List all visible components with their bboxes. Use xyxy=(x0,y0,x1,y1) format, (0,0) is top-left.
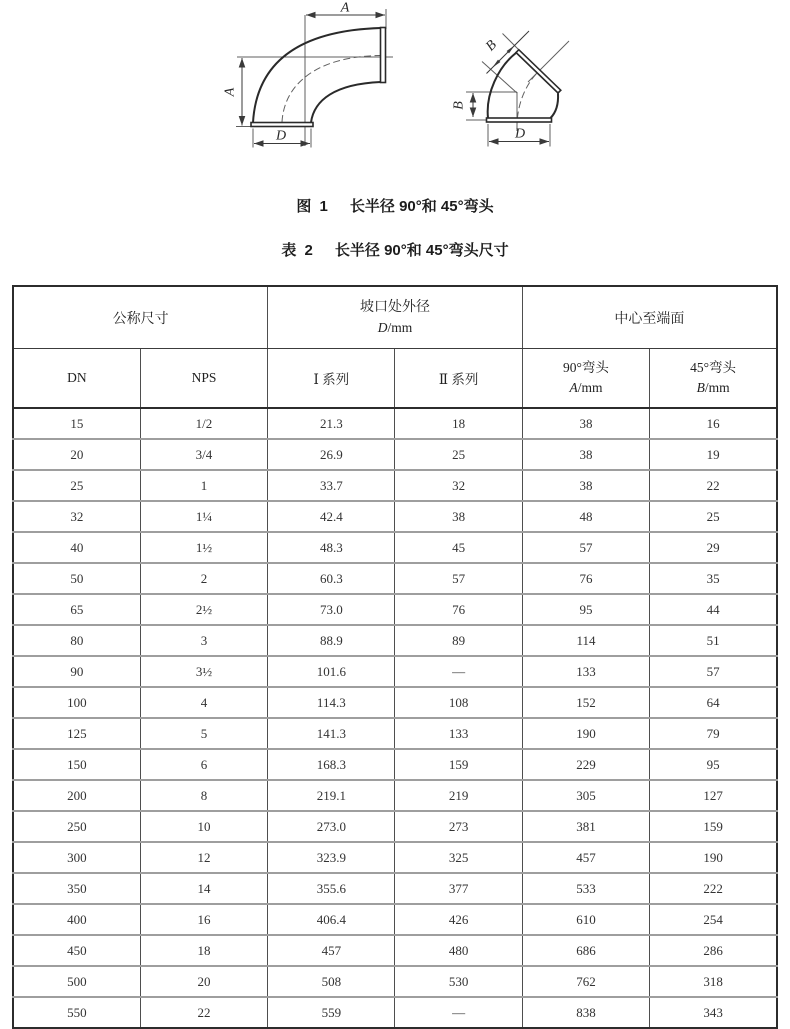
table-cell: 1¼ xyxy=(140,501,267,532)
table-cell: 3/4 xyxy=(140,439,267,470)
table-cell: 159 xyxy=(650,811,777,842)
table-cell: 19 xyxy=(650,439,777,470)
table-cell: 508 xyxy=(268,966,395,997)
header-nps: NPS xyxy=(140,349,267,409)
table-cell: 250 xyxy=(13,811,140,842)
table-cell: 159 xyxy=(395,749,522,780)
table-cell: 57 xyxy=(650,656,777,687)
table-cell: 10 xyxy=(140,811,267,842)
table-cell: 114.3 xyxy=(268,687,395,718)
table-cell: 273 xyxy=(395,811,522,842)
table-caption-text: 长半径 90°和 45°弯头尺寸 xyxy=(334,242,509,259)
table-cell: 60.3 xyxy=(268,563,395,594)
header-outside-diameter-unit: D/mm xyxy=(377,319,413,335)
table-row xyxy=(13,439,777,470)
table-cell: 18 xyxy=(395,408,522,439)
figure-caption-number: 图 1 xyxy=(296,198,330,215)
figure-drawings xyxy=(0,0,790,168)
dim-label-d-45: D xyxy=(514,126,526,142)
table-cell: 377 xyxy=(395,873,522,904)
header-90-elbow: 90°弯头 A/mm xyxy=(522,349,649,409)
header-nominal-size: 公称尺寸 xyxy=(13,286,268,349)
dim-label-b-tilt: B xyxy=(483,37,500,55)
table-cell: 4 xyxy=(140,687,267,718)
table-cell: 200 xyxy=(13,780,140,811)
table-cell: 762 xyxy=(522,966,649,997)
table-cell: 273.0 xyxy=(268,811,395,842)
table-cell: 32 xyxy=(395,470,522,501)
header-dn: DN xyxy=(13,349,140,409)
table-cell: 50 xyxy=(13,563,140,594)
table-cell: 51 xyxy=(650,625,777,656)
table-cell: 254 xyxy=(650,904,777,935)
table-cell: 168.3 xyxy=(268,749,395,780)
table-cell: 219.1 xyxy=(268,780,395,811)
table-cell: 89 xyxy=(395,625,522,656)
table-cell: 38 xyxy=(522,470,649,501)
table-cell: 18 xyxy=(140,935,267,966)
table-cell: 133 xyxy=(395,718,522,749)
dimensions-table xyxy=(12,285,778,1029)
table-cell: 57 xyxy=(395,563,522,594)
table-cell: 500 xyxy=(13,966,140,997)
table-row xyxy=(13,532,777,563)
header-outside-diameter xyxy=(268,286,523,349)
table-cell: 1½ xyxy=(140,532,267,563)
table-cell: 45 xyxy=(395,532,522,563)
table-cell: 76 xyxy=(522,563,649,594)
table-cell: 3 xyxy=(140,625,267,656)
table-cell: 190 xyxy=(522,718,649,749)
table-cell: 95 xyxy=(650,749,777,780)
table-cell: 16 xyxy=(650,408,777,439)
table-cell: 2½ xyxy=(140,594,267,625)
table-caption xyxy=(0,242,790,259)
header-outside-diameter-title: 坡口处外径 xyxy=(359,299,430,315)
table-cell: 838 xyxy=(522,997,649,1028)
table-row xyxy=(13,935,777,966)
header-45-elbow: 45°弯头 B/mm xyxy=(650,349,777,409)
table-cell: 381 xyxy=(522,811,649,842)
figure-caption-text: 长半径 90°和 45°弯头 xyxy=(349,198,494,215)
table-cell: 406.4 xyxy=(268,904,395,935)
table-cell: 300 xyxy=(13,842,140,873)
table-cell: 533 xyxy=(522,873,649,904)
table-row xyxy=(13,873,777,904)
table-cell: 1 xyxy=(140,470,267,501)
table-cell: 323.9 xyxy=(268,842,395,873)
table-cell: 3½ xyxy=(140,656,267,687)
table-cell: 95 xyxy=(522,594,649,625)
table-body xyxy=(13,408,777,1028)
elbow-45-drawing xyxy=(452,31,570,147)
table-cell: 125 xyxy=(13,718,140,749)
table-cell: 40 xyxy=(13,532,140,563)
table-cell: 457 xyxy=(522,842,649,873)
table-row xyxy=(13,780,777,811)
table-cell: 530 xyxy=(395,966,522,997)
table-cell: — xyxy=(395,997,522,1028)
table-row xyxy=(13,656,777,687)
table-cell: 21.3 xyxy=(268,408,395,439)
table-row xyxy=(13,811,777,842)
table-cell: 20 xyxy=(13,439,140,470)
table-cell: 350 xyxy=(13,873,140,904)
table-cell: 8 xyxy=(140,780,267,811)
table-row xyxy=(13,594,777,625)
table-cell: 2 xyxy=(140,563,267,594)
table-cell: 25 xyxy=(650,501,777,532)
table-row xyxy=(13,904,777,935)
elbow-90-drawing xyxy=(223,1,394,148)
table-cell: 100 xyxy=(13,687,140,718)
table-cell: 6 xyxy=(140,749,267,780)
table-cell: 219 xyxy=(395,780,522,811)
table-row xyxy=(13,625,777,656)
table-cell: 25 xyxy=(395,439,522,470)
table-row xyxy=(13,687,777,718)
table-cell: 80 xyxy=(13,625,140,656)
table-cell: 12 xyxy=(140,842,267,873)
table-cell: 5 xyxy=(140,718,267,749)
table-cell: — xyxy=(395,656,522,687)
table-cell: 90 xyxy=(13,656,140,687)
table-cell: 550 xyxy=(13,997,140,1028)
figure-caption xyxy=(0,198,790,215)
table-cell: 127 xyxy=(650,780,777,811)
table-cell: 20 xyxy=(140,966,267,997)
table-row xyxy=(13,749,777,780)
table-cell: 38 xyxy=(395,501,522,532)
table-cell: 35 xyxy=(650,563,777,594)
table-cell: 79 xyxy=(650,718,777,749)
table-cell: 26.9 xyxy=(268,439,395,470)
table-row xyxy=(13,501,777,532)
table-cell: 88.9 xyxy=(268,625,395,656)
table-caption-number: 表 2 xyxy=(281,242,315,259)
table-cell: 222 xyxy=(650,873,777,904)
header-series-1: Ⅰ 系列 xyxy=(268,349,395,409)
table-cell: 133 xyxy=(522,656,649,687)
table-row xyxy=(13,470,777,501)
table-cell: 73.0 xyxy=(268,594,395,625)
table-cell: 559 xyxy=(268,997,395,1028)
table-cell: 343 xyxy=(650,997,777,1028)
table-row xyxy=(13,718,777,749)
table-cell: 25 xyxy=(13,470,140,501)
table-cell: 65 xyxy=(13,594,140,625)
table-row xyxy=(13,408,777,439)
table-cell: 101.6 xyxy=(268,656,395,687)
table-row xyxy=(13,966,777,997)
table-cell: 38 xyxy=(522,439,649,470)
table-cell: 480 xyxy=(395,935,522,966)
table-cell: 15 xyxy=(13,408,140,439)
table-cell: 22 xyxy=(650,470,777,501)
table-cell: 286 xyxy=(650,935,777,966)
table-cell: 325 xyxy=(395,842,522,873)
table-row xyxy=(13,842,777,873)
table-cell: 14 xyxy=(140,873,267,904)
table-cell: 108 xyxy=(395,687,522,718)
table-cell: 318 xyxy=(650,966,777,997)
header-series-2: Ⅱ 系列 xyxy=(395,349,522,409)
table-cell: 457 xyxy=(268,935,395,966)
table-header xyxy=(13,286,777,408)
dim-label-a-top: A xyxy=(340,0,350,16)
table-cell: 57 xyxy=(522,532,649,563)
table-cell: 1/2 xyxy=(140,408,267,439)
table-cell: 42.4 xyxy=(268,501,395,532)
table-cell: 450 xyxy=(13,935,140,966)
table-cell: 48.3 xyxy=(268,532,395,563)
table-cell: 141.3 xyxy=(268,718,395,749)
dim-label-b-left: B xyxy=(451,101,467,110)
header-center-to-end: 中心至端面 xyxy=(522,286,777,349)
table-cell: 229 xyxy=(522,749,649,780)
table-cell: 610 xyxy=(522,904,649,935)
dim-label-a-left: A xyxy=(222,87,238,97)
table-cell: 38 xyxy=(522,408,649,439)
table-cell: 152 xyxy=(522,687,649,718)
table-cell: 64 xyxy=(650,687,777,718)
table-cell: 16 xyxy=(140,904,267,935)
table-cell: 686 xyxy=(522,935,649,966)
table-cell: 150 xyxy=(13,749,140,780)
table-cell: 426 xyxy=(395,904,522,935)
table-cell: 400 xyxy=(13,904,140,935)
table-cell: 114 xyxy=(522,625,649,656)
table-cell: 305 xyxy=(522,780,649,811)
table-cell: 32 xyxy=(13,501,140,532)
table-cell: 190 xyxy=(650,842,777,873)
table-cell: 29 xyxy=(650,532,777,563)
table-row xyxy=(13,997,777,1028)
table-row xyxy=(13,563,777,594)
table-cell: 22 xyxy=(140,997,267,1028)
table-cell: 76 xyxy=(395,594,522,625)
dim-label-d-90: D xyxy=(275,128,287,144)
table-cell: 48 xyxy=(522,501,649,532)
table-cell: 33.7 xyxy=(268,470,395,501)
table-cell: 355.6 xyxy=(268,873,395,904)
table-cell: 44 xyxy=(650,594,777,625)
